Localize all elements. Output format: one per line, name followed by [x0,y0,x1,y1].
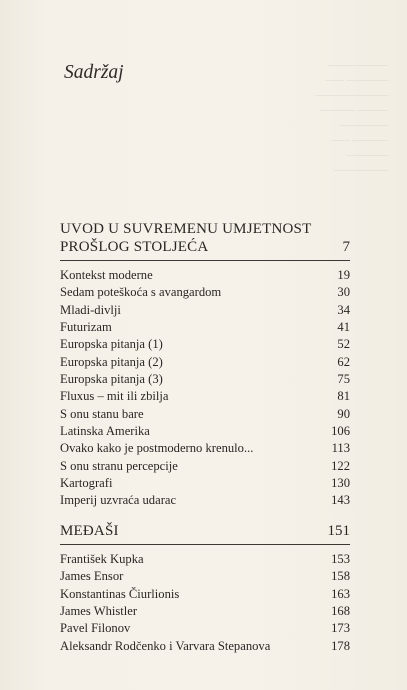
entry-title: Kontekst moderne [60,268,153,282]
entry-title: Sedam poteškoća s avangardom [60,285,222,300]
entry-title: František Kupka [60,551,144,566]
toc-entry [60,475,350,492]
toc-entry [60,371,350,388]
entry-title: Latinska Amerika [60,424,150,439]
entry-page-number: 122 [331,458,350,473]
toc-entry [60,586,350,603]
entry-title: Europska pitanja (3) [60,372,163,387]
section-title-line: UVOD U SUVREMENU UMJETNOST [60,221,312,237]
entry-title: Fluxus – mit ili zbilja [60,389,169,404]
entry-page-number: 143 [331,493,350,508]
entry-page-number: 178 [331,638,350,653]
toc-entry [60,458,350,475]
toc-entry [60,638,350,655]
entry-title: Futurizam [60,320,112,335]
entry-title: James Ensor [60,569,124,584]
entry-page-number: 41 [337,320,350,335]
toc-entry [60,406,350,423]
section-page-number: 151 [327,522,350,539]
entry-page-number: 62 [337,354,350,369]
toc-entry [60,388,350,405]
section-page-number: 7 [342,239,350,255]
section-header [60,522,350,545]
toc-entry [60,267,350,284]
entry-title: Konstantinas Čiurlionis [60,586,180,601]
entry-title: S onu stanu bare [60,406,144,421]
toc-section-landmarks [60,522,350,655]
table-of-contents [60,220,350,667]
entry-title: Ovako kako je postmoderno krenulo... [60,441,254,456]
entry-page-number: 81 [337,389,350,404]
entry-title: Europska pitanja (2) [60,354,163,369]
toc-entry [60,319,350,336]
section-header [60,220,350,261]
entry-title: Europska pitanja (1) [60,337,163,352]
entry-page-number: 106 [331,424,350,439]
section-title [60,220,311,256]
section-title-line: MEĐAŠI [60,522,119,539]
entry-page-number: 113 [331,441,350,456]
toc-entry [60,603,350,620]
entry-title: Imperij uzvraća udarac [60,493,177,508]
entry-title: Kartografi [60,476,113,491]
toc-entry [60,492,350,509]
toc-entry [60,336,350,353]
entry-title: S onu stranu percepcije [60,458,178,473]
entry-page-number: 173 [331,621,350,636]
entry-page-number: 75 [337,372,350,387]
toc-entry [60,568,350,585]
entry-page-number: 153 [331,551,350,566]
entry-page-number: 34 [337,302,350,317]
toc-entry [60,284,350,301]
entry-page-number: 19 [337,268,350,282]
entry-page-number: 90 [337,406,350,421]
toc-entry [60,551,350,568]
toc-entry [60,620,350,637]
entry-page-number: 163 [331,586,350,601]
entry-title: Mladi-divlji [60,302,121,317]
entry-page-number: 158 [331,569,350,584]
contents-heading: Sadržaj [64,62,124,83]
entry-title: Aleksandr Rodčenko i Varvara Stepanova [60,638,271,653]
toc-entry [60,423,350,440]
toc-entry [60,440,350,457]
entry-title: Pavel Filonov [60,621,131,636]
toc-section-introduction [60,220,350,510]
toc-entry [60,302,350,319]
entry-page-number: 130 [331,476,350,491]
entry-page-number: 52 [337,337,350,352]
entry-title: James Whistler [60,603,138,618]
section-title [60,522,119,540]
entry-page-number: 168 [331,603,350,618]
entry-page-number: 30 [337,285,350,300]
show-through-text: ────────── ─────── ─── ──────────── ───── ────── ──────── ────── ─── ─────── ───────── [315,60,388,175]
section-title-line: PROŠLOG STOLJEĆA [60,239,209,255]
toc-entry [60,354,350,371]
